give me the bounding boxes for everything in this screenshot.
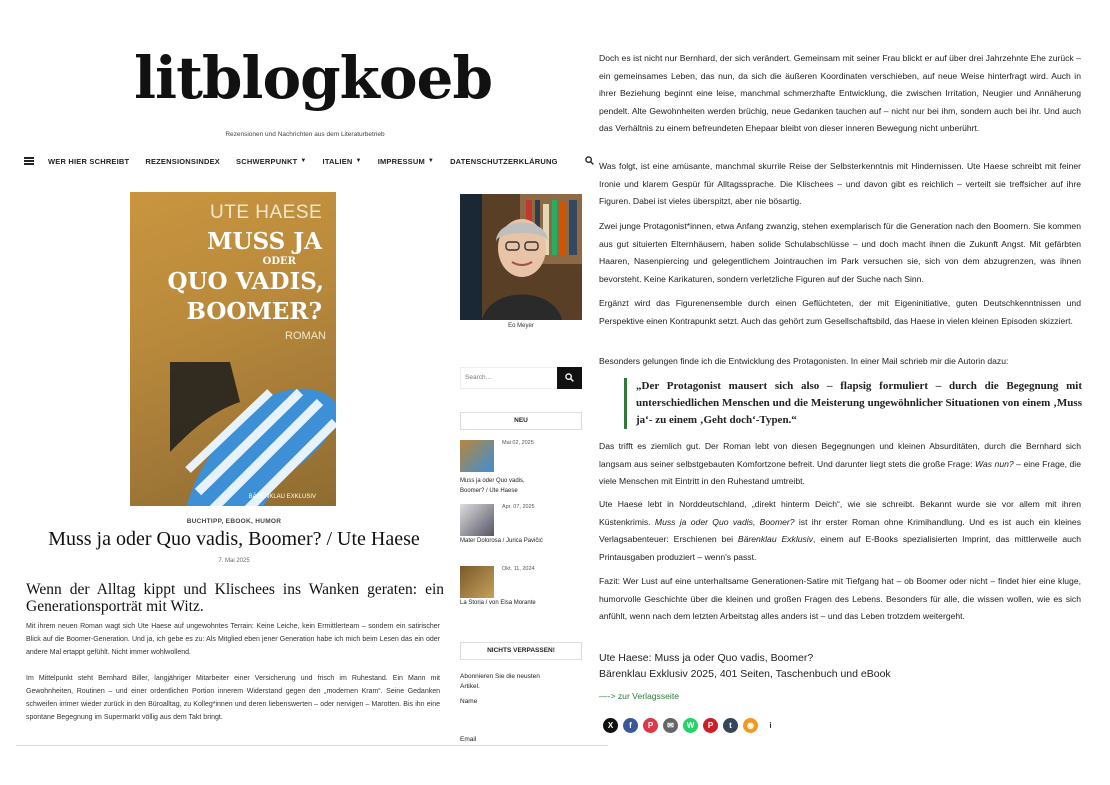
new-post-date: Apr. 07, 2025 <box>502 504 535 510</box>
post-categories[interactable]: BUCHTIPP, EBOOK, HUMOR <box>186 518 282 525</box>
newsletter-email-label: Email <box>460 736 477 743</box>
main-nav <box>24 154 594 168</box>
menu-icon[interactable] <box>24 157 34 165</box>
new-post-date: Okt. 11, 2024 <box>502 566 535 572</box>
new-post-thumbnail[interactable] <box>460 504 494 536</box>
author-photo-caption: Eo Meyer <box>508 323 534 329</box>
post-date: 7. Mai 2025 <box>218 558 250 564</box>
bibliography-line: Ute Haese: Muss ja oder Quo vadis, Boomer? <box>599 652 814 664</box>
new-post-date: Mai 02, 2025 <box>502 440 534 446</box>
article-paragraph: Besonders gelungen finde ich die Entwicklung des Protagonisten. In einer Mail schrieb mir die Autorin dazu: <box>599 356 1009 366</box>
article-paragraph: Ute Haese lebt in Norddeutschland, „direkt hinterm Deich“, wie sie schreibt. Bekannt wurde sie vor allem mit ihren Küstenkrimis. Muss ja oder Quo vadis, Boomer? ist ihr erster Roman ohne Krimihandlung. Und es ist auch ein kleines Verlagsabenteuer: Erschienen bei Bärenklau Exklusiv, einem auf E-Books spezialisierten Imprint, das mittlerweile auch Printausgaben produziert – wenn's passt. <box>599 499 1081 562</box>
chevron-down-icon: ▼ <box>355 158 362 164</box>
article-paragraph: Zwei junge Protagonist*innen, etwa Anfang zwanzig, stehen exemplarisch für die Generation nach den Boomern. Sie kommen aus gut situierten Elternhäusern, haben solide Schulabschlüsse – und doch macht ihnen die Zukunft Angst. Mit gefärbten Haaren, Nasenpiercing und gelegentlichem Jointrauchen im Park versuchen sie, sich von dem abzugrenzen, was ihnen bevorsteht. Keine Karikaturen, sondern verletzliche Figuren auf der Suche nach Sinn. <box>599 221 1081 284</box>
newsletter-text: Abonnieren Sie die neusten Artikel. <box>460 673 540 690</box>
sidebar-search-button[interactable] <box>557 367 582 389</box>
sock-illustration <box>170 362 336 506</box>
post-paragraph: Im Mittelpunkt steht Bernhard Biller, langjähriger Mitarbeiter einer Versicherung und frisch im Ruhestand. Ein Mann mit Gewohnheiten, Routinen – und einer ordentlichen Portion innerem Widerstand gegen den „modernen Kram“. Seine Gedanken schweifen immer wieder zurück in den Büroalltag, zu Kolleg*innen und deren liebenswerten – oder nervigen – Marotten. Bis ihn eine spontane Begegnung im Supermarkt völlig aus dem Takt bringt. <box>26 675 440 721</box>
publisher-link[interactable]: —-> zur Verlagsseite <box>599 691 680 701</box>
chevron-down-icon: ▼ <box>427 158 435 164</box>
new-post-thumbnail[interactable] <box>460 566 494 598</box>
cover-title-line1: MUSS JA <box>207 228 322 255</box>
widget-title-newsletter: NICHTS VERPASSEN! <box>460 642 582 660</box>
email-share-icon[interactable]: ✉ <box>663 718 678 733</box>
facebook-share-icon[interactable]: f <box>623 718 638 733</box>
share-icons <box>603 718 778 733</box>
nav-item-wer-hier-schreibt[interactable]: WER HIER SCHREIBT <box>48 156 130 166</box>
tumblr-share-icon[interactable]: t <box>723 718 738 733</box>
cover-title-line4: BOOMER? <box>186 298 322 325</box>
book-cover-image[interactable] <box>130 192 336 506</box>
article-paragraph: Das trifft es ziemlich gut. Der Roman lebt von diesen Begegnungen und kleinen Absurditäten, durch die Bernhard sich langsam aus seiner selbstgebauten Komfortzone befreit. Und darunter liegt stets die große Frage: Was nun? – eine Frage, die viele Menschen mit Eintritt in den Ruhestand umtreibt. <box>599 441 1081 487</box>
article-paragraph: Doch es ist nicht nur Bernhard, der sich verändert. Gemeinsam mit seiner Frau blickt er auf über drei Jahrzehnte Ehe zurück – ein gemeinsames Leben, das nun, da sich die äußeren Koordinaten verschieben, auf neue Weise hinterfragt wird. Auch in ihrer Beziehung beginnt eine leise, manchmal schmerzhafte Entwicklung, die zwischen Irritation, Neugier und Annäherung pendelt. Alte Gewohnheiten werden brüchig, neue Gedanken tauchen auf – nicht nur bei ihm, sondern auch bei ihr. Und auch das Verhältnis zu einem befreundeten Ehepaar bleibt von dieser inneren Bewegung nicht unberührt. <box>599 53 1081 134</box>
post-title: Muss ja oder Quo vadis, Boomer? / Ute Haese <box>48 528 420 550</box>
site-logo[interactable]: litblogkoeb <box>134 44 493 112</box>
author-photo <box>460 194 582 320</box>
article-paragraph: Was folgt, ist eine amüsante, manchmal skurrile Reise der Selbsterkenntnis mit Hindernissen. Ute Haese schreibt mit feiner Ironie und klarem Gespür für Alltagssprache. Die Klischees – und davon gibt es reichlich – verteilt sie treffsicher auf ihre Figuren. Dabei ist vieles überspitzt, aber nie bösartig. <box>599 161 1081 207</box>
widget-title-neu: NEU <box>460 412 582 430</box>
whatsapp-share-icon[interactable]: W <box>683 718 698 733</box>
post-paragraph: Mit ihrem neuen Roman wagt sich Ute Haese auf ungewohntes Terrain: Keine Leiche, kein Ermittlerteam – sondern ein satirischer Blick auf die Boomer-Generation. Und ja, ich gebe es zu: Als Mitglied eben jener Generation habe ich mich beim Lesen das ein oder andere Mal ertappt gefühlt. Nicht immer wohlwollend. <box>26 623 440 656</box>
site-tagline: Rezensionen und Nachrichten aus dem Literaturbetrieb <box>225 131 385 138</box>
x-share-icon[interactable]: X <box>603 718 618 733</box>
nav-item-impressum[interactable]: IMPRESSUM ▼ <box>377 156 435 166</box>
pocket-share-icon[interactable]: P <box>643 718 658 733</box>
sidebar-search-input[interactable]: Search... <box>460 367 558 389</box>
info-icon[interactable]: i <box>763 718 778 733</box>
article-conclusion: Fazit: Wer Lust auf eine unterhaltsame Generationen-Satire mit Tiefgang hat – ob Boomer oder nicht – findet hier eine kluge, humorvolle Geschichte über die kleinen und großen Fragen des Lebens. Besonders für alle, die wissen wollen, wie es sich anfühlt, wenn nach dem letzten Arbeitstag alles anders ist – und das Leben trotzdem weitergeht. <box>599 576 1081 622</box>
nav-item-italien[interactable]: ITALIEN ▼ <box>322 156 362 166</box>
cover-title-line2: ODER <box>262 256 296 267</box>
nav-item-schwerpunkt[interactable]: SCHWERPUNKT ▼ <box>236 156 307 166</box>
cover-genre: ROMAN <box>285 330 326 342</box>
author-quote: „Der Protagonist mausert sich also – flapsig formuliert – durch die Begegnung mit unterschiedlichen Menschen und die Meisterung ungewöhnlicher Situationen von einem ‚Muss ja‘- zu einem ‚Geht doch‘-Typen.“ <box>624 378 1082 429</box>
cover-publisher: BÄRENKLAU EXKLUSIV <box>248 494 316 500</box>
bibliography-line: Bärenklau Exklusiv 2025, 401 Seiten, Taschenbuch und eBook <box>599 668 891 680</box>
pinterest-share-icon[interactable]: P <box>703 718 718 733</box>
new-post-title[interactable]: La Storia / von Elsa Morante <box>460 600 536 606</box>
cover-author: UTE HAESE <box>210 202 323 223</box>
new-post-title[interactable]: Muss ja oder Quo vadis, Boomer? / Ute Haese <box>460 478 525 494</box>
rss-share-icon[interactable]: ◉ <box>743 718 758 733</box>
nav-item-datenschutz[interactable]: DATENSCHUTZERKLÄRUNG <box>450 156 558 166</box>
chevron-down-icon: ▼ <box>300 158 307 164</box>
article-paragraph: Ergänzt wird das Figurenensemble durch einen Geflüchteten, der mit Eigeninitiative, guten Deutschkenntnissen und Perspektive einen Kontrapunkt setzt. Auch das gehört zum Gesellschaftsbild, das Haese in vielen kleinen Episoden skizziert. <box>599 298 1081 326</box>
cover-title-line3: QUO VADIS, <box>167 268 324 295</box>
new-post-title[interactable]: Mater Dolorosa / Jurica Pavičić <box>460 538 543 544</box>
new-post-thumbnail[interactable] <box>460 440 494 472</box>
newsletter-name-label: Name <box>460 698 478 705</box>
blog-page <box>16 30 608 746</box>
nav-item-rezensionsindex[interactable]: REZENSIONSINDEX <box>145 156 221 166</box>
post-subtitle: Wenn der Alltag kippt und Klischees ins Wanken geraten: ein Generationsporträt mit Witz. <box>26 581 444 615</box>
search-icon[interactable] <box>585 156 594 167</box>
